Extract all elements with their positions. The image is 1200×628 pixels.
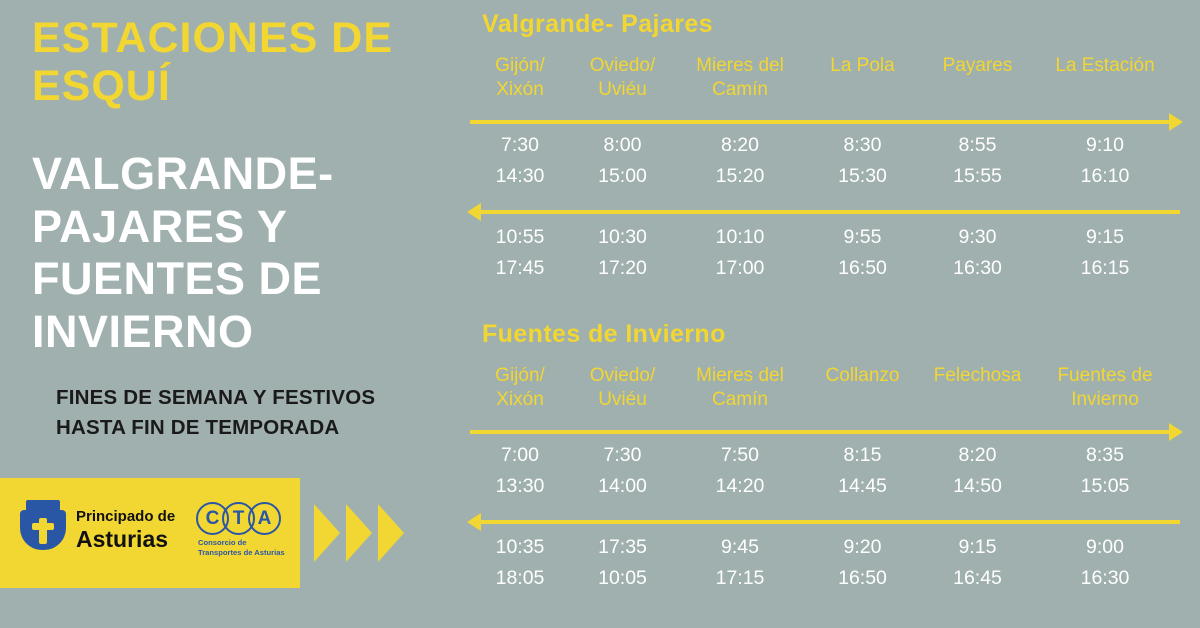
time-cell: 9:15 (958, 536, 997, 558)
arrow-head-right-icon (1169, 113, 1183, 131)
cta-letter-c: C (196, 502, 229, 535)
column-header: Oviedo/ Uviéu (589, 55, 656, 101)
time-cell: 14:45 (838, 475, 887, 497)
time-cell: 18:05 (495, 567, 545, 589)
time-cell: 15:30 (838, 165, 887, 187)
section-title: Fuentes de Invierno (482, 320, 726, 348)
time-cell: 10:05 (598, 567, 647, 589)
chevron-right-icon (346, 504, 372, 562)
column-header: La Estación (1055, 55, 1155, 76)
time-cell: 15:05 (1080, 475, 1130, 497)
arrow-head-left-icon (467, 203, 481, 221)
time-cell: 16:10 (1080, 165, 1130, 187)
time-cell: 17:45 (495, 257, 545, 279)
time-cell: 8:15 (843, 444, 882, 466)
chevron-right-icon (314, 504, 340, 562)
chevron-decoration (300, 478, 440, 588)
time-cell: 7:30 (603, 444, 642, 466)
time-cell: 10:55 (495, 226, 545, 248)
time-cell: 16:50 (838, 257, 887, 279)
time-cell: 14:30 (495, 165, 545, 187)
left-panel (0, 0, 460, 628)
brand-line1: Principado de (76, 508, 176, 525)
time-cell: 17:35 (598, 536, 647, 558)
time-cell: 10:10 (715, 226, 765, 248)
time-cell: 10:35 (495, 536, 545, 558)
time-cell: 16:30 (953, 257, 1002, 279)
kicker-heading: ESTACIONES DE ESQUÍ (32, 14, 394, 111)
time-cell: 16:30 (1080, 567, 1130, 589)
time-cell: 14:00 (598, 475, 647, 497)
time-cell: 13:30 (495, 475, 545, 497)
time-cell: 9:00 (1086, 536, 1124, 558)
time-cell: 7:30 (501, 134, 539, 156)
column-header: Felechosa (933, 365, 1022, 386)
time-cell: 15:20 (715, 165, 765, 187)
column-header: Mieres del Camín (696, 55, 784, 101)
arrow-head-left-icon (467, 513, 481, 531)
column-header: Oviedo/ Uviéu (589, 365, 656, 411)
time-cell: 8:20 (958, 444, 997, 466)
time-cell: 15:00 (598, 165, 647, 187)
cta-logo (196, 502, 292, 558)
column-header: La Pola (830, 55, 895, 76)
time-cell: 16:50 (838, 567, 887, 589)
cta-letter-a: A (248, 502, 281, 535)
time-cell: 10:30 (598, 226, 647, 248)
chevron-right-icon (378, 504, 404, 562)
time-cell: 8:55 (958, 134, 997, 156)
column-header: Collanzo (825, 365, 900, 386)
time-cell: 16:45 (953, 567, 1002, 589)
direction-arrow-outbound (470, 120, 1170, 124)
brand-text (76, 508, 175, 552)
direction-arrow-inbound (480, 210, 1180, 214)
time-cell: 9:30 (958, 226, 997, 248)
time-cell: 9:20 (843, 536, 882, 558)
column-header: Mieres del Camín (696, 365, 784, 411)
time-cell: 17:20 (598, 257, 647, 279)
time-cell: 8:35 (1086, 444, 1124, 466)
logo-bar (0, 478, 300, 588)
column-header: Gijón/ Xixón (495, 365, 545, 411)
time-cell: 8:30 (843, 134, 882, 156)
subtitle-note: FINES DE SEMANA Y FESTIVOS HASTA FIN DE TEMPORADA (56, 386, 376, 439)
time-cell: 9:15 (1086, 226, 1124, 248)
column-header: Gijón/ Xixón (495, 55, 545, 101)
time-cell: 15:55 (953, 165, 1002, 187)
time-cell: 17:00 (715, 257, 765, 279)
time-cell: 9:55 (843, 226, 882, 248)
direction-arrow-outbound (470, 430, 1170, 434)
brand-line2: Asturias (76, 525, 169, 552)
time-cell: 14:20 (715, 475, 765, 497)
time-cell: 7:00 (501, 444, 539, 466)
arrow-head-right-icon (1169, 423, 1183, 441)
cta-subtitle: Consorcio de Transportes de Asturias (198, 538, 285, 558)
time-cell: 9:45 (721, 536, 759, 558)
section-title: Valgrande- Pajares (482, 10, 713, 38)
time-cell: 8:20 (721, 134, 759, 156)
timetables-panel (460, 0, 1200, 628)
time-cell: 14:50 (953, 475, 1002, 497)
direction-arrow-inbound (480, 520, 1180, 524)
time-cell: 16:15 (1080, 257, 1130, 279)
column-header: Payares (942, 55, 1013, 76)
column-header: Fuentes de Invierno (1057, 365, 1153, 411)
cta-letter-t: T (222, 502, 255, 535)
page-title: VALGRANDE-PAJARES Y FUENTES DE INVIERNO (32, 148, 334, 357)
time-cell: 8:00 (603, 134, 642, 156)
time-cell: 7:50 (721, 444, 759, 466)
asturias-shield-icon (20, 500, 66, 560)
time-cell: 17:15 (715, 567, 765, 589)
time-cell: 9:10 (1086, 134, 1124, 156)
